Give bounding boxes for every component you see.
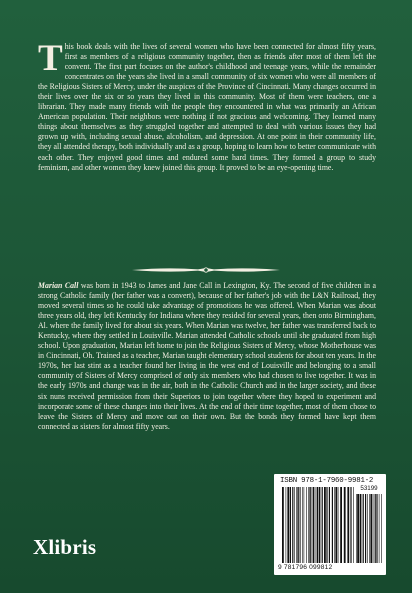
barcode-bar [365,494,366,563]
barcode-bar [290,487,291,563]
barcode-bar [338,487,339,563]
drop-cap: T [38,38,63,79]
barcode-bar [282,487,284,563]
barcode-bar [344,487,346,563]
barcode-bar [326,487,327,563]
barcode-bar [304,487,305,563]
barcode-bar [381,494,382,563]
barcode-bar [322,487,323,563]
barcode-bar [353,487,354,563]
barcode-bar [363,494,364,563]
barcode-bar [334,487,335,563]
barcode-bar [319,487,321,563]
barcode-bar [324,487,326,563]
barcode-bar [370,494,372,563]
barcode-bar [347,487,349,563]
price-addon-number: 53199 [360,485,378,492]
barcode-bar [360,494,362,563]
barcode-bar [286,487,287,563]
barcode-bar [308,487,309,563]
barcode-bar [376,494,377,563]
barcode-bar [317,487,318,563]
isbn-number: ISBN 978-1-7960-9981-2 [280,477,374,485]
barcode-bar [313,487,315,563]
barcode-bar [379,494,380,563]
barcode-bar [373,494,374,563]
barcode-bar [340,487,342,563]
author-name: Marian Call [38,281,79,290]
book-description [38,38,376,173]
barcode-bar [332,487,333,563]
barcode-bar [306,487,307,563]
barcode-bar [369,494,370,563]
barcode-bar [356,494,357,563]
isbn-barcode [274,474,386,575]
addon-barcode-bars [356,494,382,563]
barcode-bar [350,487,351,563]
barcode-bar [357,494,359,563]
barcode-bars [282,487,354,563]
ean-number: 9 781796 099812 [278,564,333,571]
barcode-bar [335,487,337,563]
barcode-bar [287,487,289,563]
barcode-bar [329,487,330,563]
barcode-bar [296,487,297,563]
barcode-bar [292,487,293,563]
barcode-bar [298,487,299,563]
barcode-bar [367,494,368,563]
barcode-bar [300,487,301,563]
description-text: his book deals with the lives of several women who have been connected for almost fifty years, first as members of a religious community together, then as friends after most of them left the convent. The first part focuses on the author's childhood and teenage years, while the remainder concentrates on the years she lived in a small community of six women who were all members of the Religious Sisters of Mercy, under the auspices of the Province of Cincinnati. Many changes occurred in their lives over the six or so years they lived in this community. Most of them were teachers, one a librarian. They made many friends with the people they encountered in what was primarily an African American population. Their neighbors were nothing if not gracious and welcoming. They learned many things about themselves as they struggled together and attempted to deal with various issues they had grown up with, including sexual abuse, alcoholism, and depression. At one point in their community life, they all attended therapy, both individually and as a group, hoping to learn how to better communicate with each other. They enjoyed good times and endured some hard times. They formed a group to study feminism, and other women they knew joined this group. It proved to be an eye-opening time. [38,42,376,172]
barcode-bar [302,487,303,563]
publisher-logo: Xlibris [33,535,97,559]
ornament-divider [128,264,284,276]
barcode-bar [310,487,311,563]
author-bio [38,281,376,432]
bio-text: was born in 1943 to James and Jane Call in Lexington, Ky. The second of five children in a strong Catholic family (her father was a convert), because of her father's job with the L&N Railroad, they moved several times so he could take advantage of promotions he was offered. When Marian was about three years old, they left Kentucky for Indiana where they resided for several years, then onto Birmingham, Al. where the family lived for about six years. When Marian was twelve, her father was transferred back to Kentucky, where they settled in Louisville. Marian attended Catholic schools until she graduated from high school. Upon graduation, Marian left home to join the Religious Sisters of Mercy, whose Motherhouse was in Cincinnati, Oh. Trained as a teacher, Marian taught elementary school students for about ten years. In the 1970s, her last stint as a teacher found her living in the west end of Louisville and belonging to a small community of Sisters of Mercy comprised of only six members who had chosen to live together. It was in the early 1970s and change was in the air, both in the Catholic Church and in the larger society, and these six nuns received permission from their Superiors to join together where they hoped to experiment and incorporate some of these changes into their lives. At the end of their time together, most of them chose to leave the Sisters of Mercy and move out on their own. But the bonds they formed have kept them connected as sisters for almost fifty years. [38,281,376,431]
barcode-bar [316,487,317,563]
barcode-bar [294,487,295,563]
barcode-bar [375,494,376,563]
